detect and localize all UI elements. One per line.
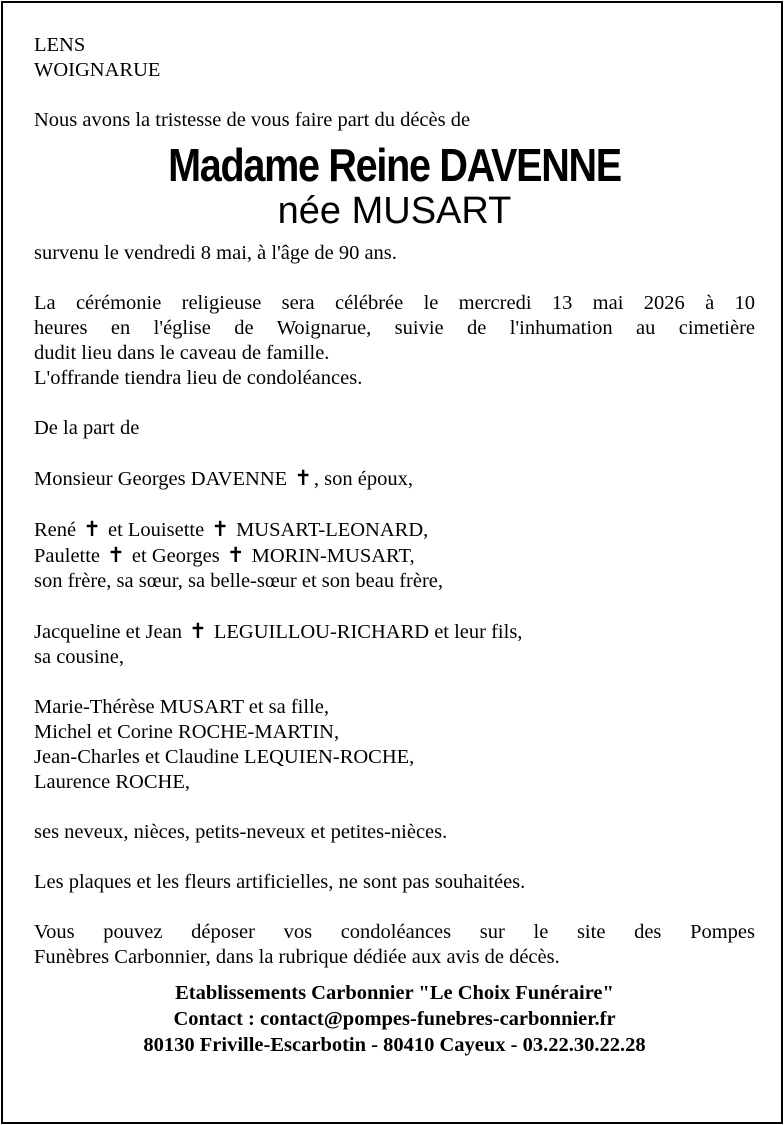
- ceremony-line-4: L'offrande tiendra lieu de condoléances.: [34, 367, 363, 389]
- cross-icon: ✝: [83, 517, 101, 541]
- spouse-line: [34, 466, 755, 492]
- condolences-line-2: Funèbres Carbonnier, dans la rubrique dédiée aux avis de décès.: [34, 946, 560, 968]
- condolences-line-1: Vous pouvez déposer vos condoléances sur le site des Pompes: [34, 921, 755, 943]
- funeral-home-footer: [34, 980, 755, 1058]
- location-line-2: WOIGNARUE: [34, 59, 161, 81]
- ceremony-line-3: dudit lieu dans le caveau de famille.: [34, 342, 330, 364]
- flowers-notice: Les plaques et les fleurs artificielles, ne sont pas souhaitées.: [34, 871, 526, 893]
- from-text: De la part de: [34, 417, 140, 439]
- location-line-1: LENS: [34, 34, 86, 56]
- cross-icon: ✝: [189, 619, 207, 643]
- notice-frame: [1, 1, 783, 1124]
- cross-icon: ✝: [107, 543, 125, 567]
- sibling-name: Paulette: [34, 545, 101, 567]
- cross-icon: ✝: [226, 543, 245, 567]
- obituary-content: [34, 33, 755, 1058]
- sibling-line-1: [34, 517, 755, 543]
- sibling-surname: MUSART-LEONARD,: [236, 519, 429, 541]
- footer-company: Etablissements Carbonnier "Le Choix Funéraire": [175, 982, 614, 1004]
- spouse-role: , son époux,: [313, 468, 413, 490]
- cousin-surname: LEGUILLOU-RICHARD et leur fils,: [213, 621, 523, 643]
- footer-address: 80130 Friville-Escarbotin - 80410 Cayeux - 03.22.30.22.28: [143, 1034, 646, 1056]
- sibling-name: René: [34, 519, 77, 541]
- deceased-name: Madame Reine DAVENNE: [168, 139, 621, 191]
- cross-icon: ✝: [211, 517, 229, 541]
- spouse-name: Monsieur Georges DAVENNE: [34, 468, 288, 490]
- nephew-line-3: Jean-Charles et Claudine LEQUIEN-ROCHE,: [34, 746, 415, 768]
- cousin-line: [34, 619, 755, 645]
- sibling-line-2: [34, 543, 755, 569]
- footer-contact: Contact : contact@pompes-funebres-carbonnier.fr: [173, 1008, 616, 1030]
- ceremony-line-1: La cérémonie religieuse sera célébrée le mercredi 13 mai 2026 à 10: [34, 292, 755, 314]
- intro-text: Nous avons la tristesse de vous faire part du décès de: [34, 109, 471, 131]
- sibling-name: et Georges: [131, 545, 220, 567]
- sibling-surname: MORIN-MUSART,: [251, 545, 415, 567]
- cross-icon: ✝: [294, 466, 312, 490]
- nephew-line-1: Marie-Thérèse MUSART et sa fille,: [34, 696, 329, 718]
- nephew-line-4: Laurence ROCHE,: [34, 771, 190, 793]
- sibling-name: et Louisette: [107, 519, 205, 541]
- ceremony-line-2: heures en l'église de Woignarue, suivie de l'inhumation au cimetière: [34, 317, 755, 339]
- cousin-role: sa cousine,: [34, 646, 124, 668]
- death-info: survenu le vendredi 8 mai, à l'âge de 90 ans.: [34, 242, 397, 264]
- maiden-name: née MUSART: [277, 190, 512, 232]
- nephew-line-2: Michel et Corine ROCHE-MARTIN,: [34, 721, 340, 743]
- nephew-role: ses neveux, nièces, petits-neveux et petites-nièces.: [34, 821, 448, 843]
- cousin-name: Jacqueline et Jean: [34, 621, 182, 643]
- sibling-role: son frère, sa sœur, sa belle-sœur et son beau frère,: [34, 570, 444, 592]
